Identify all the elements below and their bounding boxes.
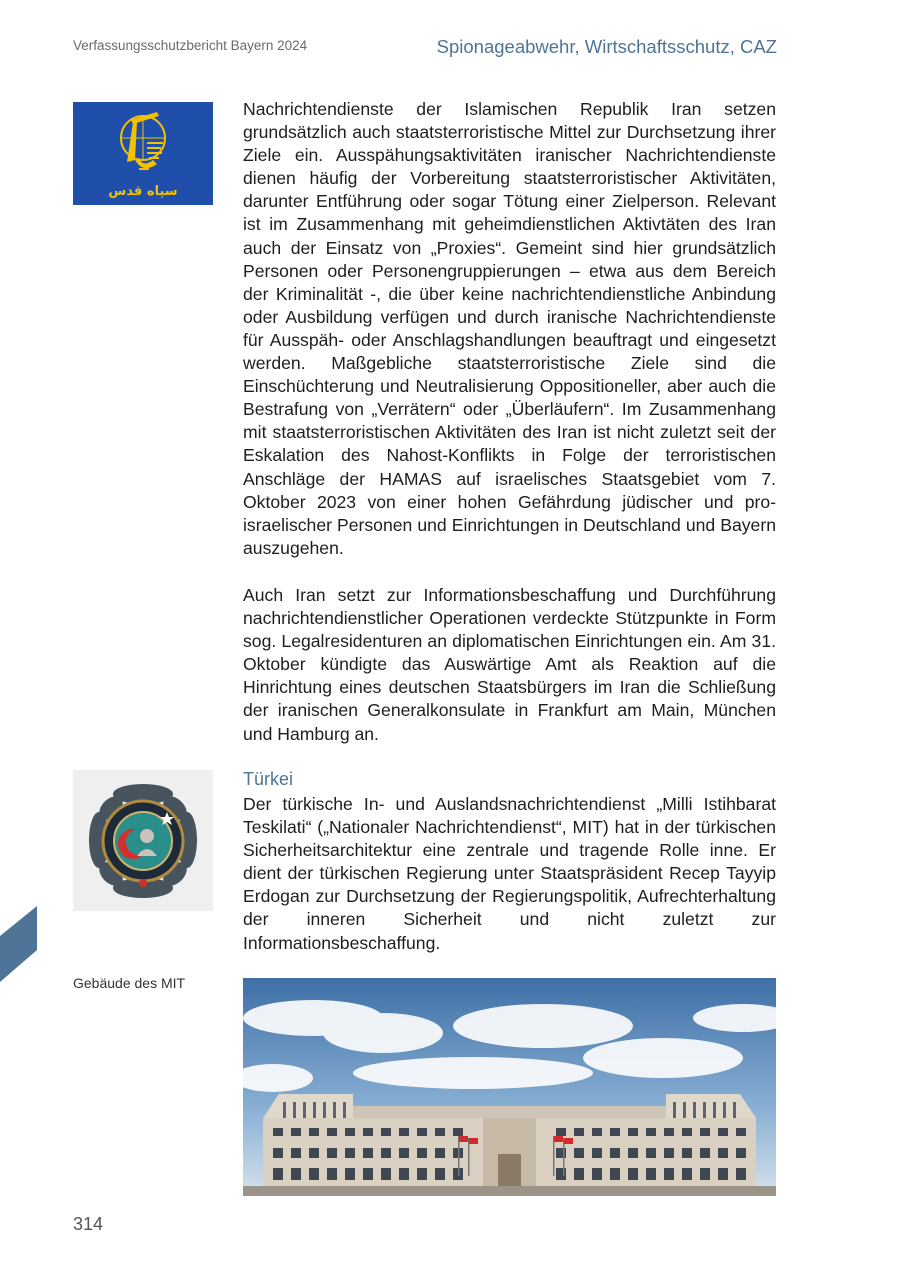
quds-force-flag-image	[73, 102, 213, 205]
quds-force-emblem-icon	[73, 102, 213, 205]
flag-caption-text: سپاه قدس	[108, 184, 178, 199]
section-heading-turkey: Türkei	[243, 769, 294, 789]
page-number: 314	[73, 1214, 104, 1234]
paragraph-turkey-mit: Der türkische In- und Auslandsnachrichtendienst „Milli Istihbarat Teskilati“ („Nationaler Nachrichtendienst“, MIT) hat in der türkischen Sicherheitsarchitektur eine zentrale und tragende Rolle inne. Er dient der türkischen Regierung unter Staatspräsident Recep Tayyip Erdogan zur Durchsetzung der Regierungspolitik, Aufrechterhaltung der inneren Sicherheit und nicht zuletzt zur Informationsbeschaffung.	[243, 794, 776, 953]
mit-building-illustration	[243, 978, 776, 1196]
mit-building-photo	[243, 978, 776, 1196]
running-header-section: Spionageabwehr, Wirtschaftsschutz, CAZ	[436, 36, 777, 57]
mit-emblem-image	[73, 770, 213, 911]
paragraph-iran-legal-residencies: Auch Iran setzt zur Informationsbeschaffung und Durchführung nachrichtendienstlicher Operationen verdeckte Stützpunkte in Form sog. Legalresidenturen an diplomatischen Einrichtungen ein. Am 31. Oktober kündigte das Auswärtige Amt als Reaktion auf die Hinrichtung eines deutschen Staatsbürgers im Iran die Schließung der iranischen Generalkonsulate in Frankfurt am Main, München und Hamburg an.	[243, 585, 776, 744]
figure-caption: Gebäude des MIT	[73, 975, 186, 991]
mit-seal-icon	[73, 770, 213, 911]
paragraph-iran-state-terrorism: Nachrichtendienste der Islamischen Republik Iran setzen grundsätzlich auch staatsterroristische Mittel zur Durchsetzung ihrer Ziele ein. Ausspähungsaktivitäten iranischer Nachrichtendienste dienen häufig der Vorbereitung staatsterroristischer Aktivitäten, darunter Entführung oder sogar Tötung einer Zielperson. Relevant ist im Zusammenhang mit geheimdienstlichen Aktivtäten des Iran auch der Einsatz von „Proxies“. Gemeint sind hier grundsätzlich Personen oder Personengruppierungen – etwa aus dem Bereich der Kriminalität -, die über keine nachrichtendienstliche Anbindung oder Ausbildung verfügen und durch iranische Nachrichtendienste für Ausspäh- oder Anschlagshandlungen beauftragt und eingesetzt werden. Maßgebliche staatsterroristische Ziele sind die Einschüchterung und Neutralisierung Oppositioneller, aber auch die Bestrafung von „Verrätern“ oder „Überläufern“. Im Zusammenhang mit staatsterroristischen Aktivitäten des Iran ist nicht zuletzt seit der Eskalation des Nahost-Konflikts in Folge der terroristischen Anschläge der HAMAS auf israelisches Staatsgebiet vom 7. Oktober 2023 von einer hohen Gefährdung jüdischer und pro-israelischer Personen und Einrichtungen in Deutschland und Bayern auszugehen.	[243, 99, 776, 558]
chapter-tab-marker	[0, 906, 37, 982]
running-header-title: Verfassungsschutzbericht Bayern 2024	[73, 38, 308, 53]
